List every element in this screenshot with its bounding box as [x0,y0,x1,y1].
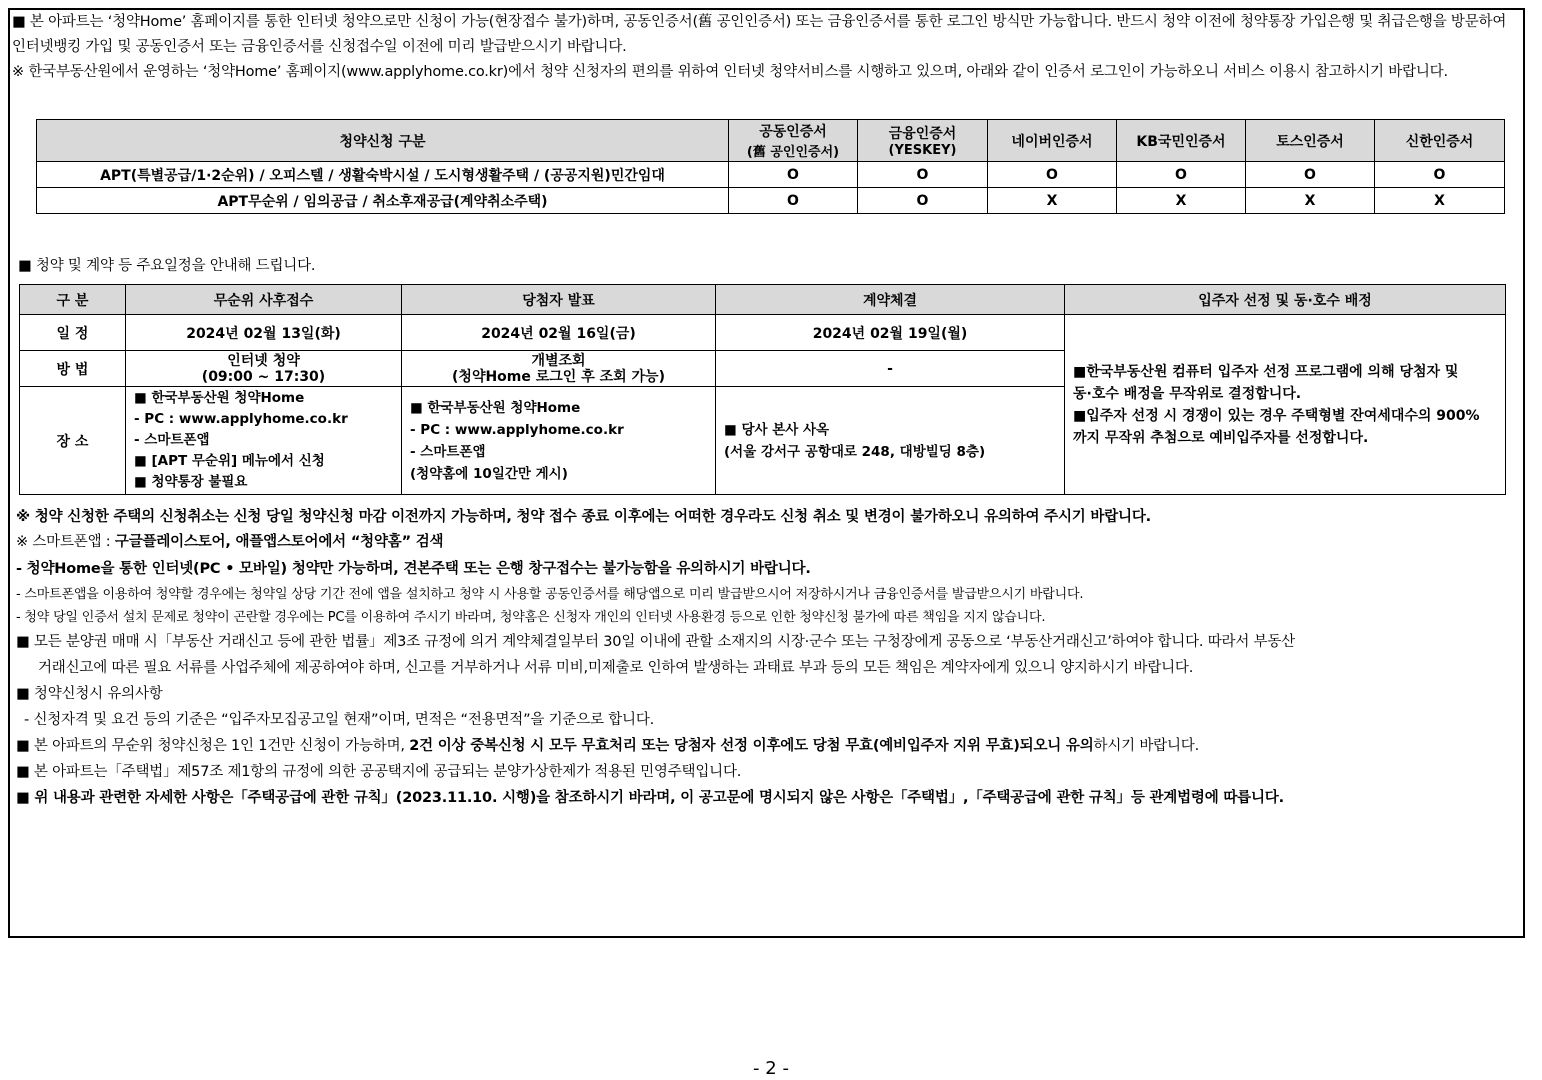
cell-value: X [988,188,1117,214]
schedule-heading: ■ 청약 및 계약 등 주요일정을 안내해 드립니다. [18,258,316,274]
date-apply: 2024년 02월 13일(화) [126,315,402,351]
sched-header-category: 구 분 [20,285,126,315]
page-number: - 2 - [753,1058,789,1079]
note-smartphone: ※ 스마트폰앱 : 구글플레이스토어, 애플앱스토어에서 “청약홈” 검색 [16,534,444,550]
place-apply: ■ 한국부동산원 청약Home - PC : www.applyhome.co.kr - 스마트폰앱 ■ [APT 무순위] 메뉴에서 신청 ■ 청약통장 불필요 [126,387,402,495]
note-duplicate: ■ 본 아파트의 무순위 청약신청은 1인 1건만 신청이 가능하며, 2건 이상 중복신청 시 모두 무효처리 또는 당첨자 선정 이후에도 당첨 무효(예비입주자 지위 무효)되오니 유의하시기 바랍니다. [16,738,1199,754]
note-transaction-report: ■ 모든 분양권 매매 시「부동산 거래신고 등에 관한 법률」제3조 규정에 의거 계약체결일부터 30일 이내에 관할 소재지의 시장·군수 또는 구청장에게 공동으로 ‘부동산거래신고’하여야 합니다. 따라서 부동산 [16,634,1295,650]
note-transaction-report-cont: 거래신고에 따른 필요 서류를 사업주체에 제공하여야 하며, 신고를 거부하거나 서류 미비,미제출로 인하여 발생하는 과태료 부과 등의 모든 책임은 계약자에게 있으니 양지하시기 바랍니다. [38,660,1194,676]
cert-header-naver: 네이버인증서 [988,120,1117,162]
method-winner: 개별조회 (청약Home 로그인 후 조회 가능) [402,351,716,387]
certificate-table [36,119,1505,214]
intro-paragraph-2: ※ 한국부동산원에서 운영하는 ‘청약Home’ 홈페이지(www.applyhome.co.kr)에서 청약 신청자의 편의를 위하여 인터넷 청약서비스를 시행하고 있으며, 아래와 같이 인증서 로그인이 가능하오니 서비스 이용시 참고하시기 바랍니다. [12,64,1448,80]
cert-header-joint: 공동인증서 (舊 공인인증서) [729,120,858,162]
row-label-method: 방 법 [20,351,126,387]
schedule-table [19,284,1506,495]
method-apply: 인터넷 청약 (09:00 ~ 17:30) [126,351,402,387]
assign-line: 까지 무작위 추첨으로 예비입주자를 선정합니다. [1073,429,1369,446]
cell-value: O [858,162,988,188]
sched-header-apply: 무순위 사후접수 [126,285,402,315]
assign-line: ■한국부동산원 컴퓨터 입주자 선정 프로그램에 의해 당첨자 및 [1073,363,1459,380]
cell-value: X [1246,188,1375,214]
intro-paragraph-1: ■ 본 아파트는 ‘청약Home’ 홈페이지를 통한 인터넷 청약으로만 신청이 가능(현장접수 불가)하며, 공동인증서(舊 공인인증서) 또는 금융인증서를 통한 로그인 방식만 가능합니다. 반드시 청약 이전에 청약통장 가입은행 및 취급은행을 방문하여 인터넷뱅킹 가입 및 공동인증서 또는 금융인증서를 신청접수일 이전에 미리 발급받으시기 바랍니다. [12,14,1507,55]
cell-value: O [729,162,858,188]
cell-value: O [1375,162,1505,188]
cell-value: X [1375,188,1505,214]
note-app-cert: - 스마트폰앱을 이용하여 청약할 경우에는 청약일 상당 기간 전에 앱을 설치하고 청약 시 사용할 공동인증서를 해당앱으로 미리 발급받으시어 저장하시거나 금융인증서를 발급받으시기 바랍니다. [16,587,1084,602]
cert-header-toss: 토스인증서 [1246,120,1375,162]
table-row [37,188,1505,214]
cert-header-kb: KB국민인증서 [1117,120,1246,162]
note-internet-only: - 청약Home을 통한 인터넷(PC • 모바일) 청약만 가능하며, 견본주택 또는 은행 창구접수는 불가능함을 유의하시기 바랍니다. [16,561,811,577]
method-contract: - [716,351,1065,387]
date-winner: 2024년 02월 16일(금) [402,315,716,351]
row-label-date: 일 정 [20,315,126,351]
sched-header-assignment: 입주자 선정 및 동·호수 배정 [1065,285,1506,315]
place-winner: ■ 한국부동산원 청약Home - PC : www.applyhome.co.kr - 스마트폰앱 (청약홈에 10일간만 게시) [402,387,716,495]
cell-value: X [1117,188,1246,214]
sched-header-contract: 계약체결 [716,285,1065,315]
date-contract: 2024년 02월 19일(월) [716,315,1065,351]
cell-value: O [1246,162,1375,188]
cell-value: O [988,162,1117,188]
cell-value: O [858,188,988,214]
assignment-cell [1065,315,1506,495]
note-cancel: ※ 청약 신청한 주택의 신청취소는 신청 당일 청약신청 마감 이전까지 가능하며, 청약 접수 종료 이후에는 어떠한 경우라도 신청 취소 및 변경이 불가하오니 유의하여 주시기 바랍니다. [16,509,1151,525]
note-eligibility: - 신청자격 및 요건 등의 기준은 “입주자모집공고일 현재”이며, 면적은 “전용면적”을 기준으로 합니다. [24,712,655,728]
assign-line: 동·호수 배정을 무작위로 결정합니다. [1073,385,1302,402]
note-price-cap: ■ 본 아파트는「주택법」제57조 제1항의 규정에 의한 공공택지에 공급되는 분양가상한제가 적용된 민영주택입니다. [16,764,742,780]
cert-header-financial: 금융인증서 (YESKEY) [858,120,988,162]
note-cert-issue: - 청약 당일 인증서 설치 문제로 청약이 곤란할 경우에는 PC를 이용하여 주시기 바라며, 청약홈은 신청자 개인의 인터넷 사용환경 등으로 인한 청약신청 불가에 따른 책임을 지지 않습니다. [16,610,1046,625]
assign-line: ■입주자 선정 시 경쟁이 있는 경우 주택형별 잔여세대수의 900% [1073,407,1480,424]
row-label-place: 장 소 [20,387,126,495]
note-regulations: ■ 위 내용과 관련한 자세한 사항은「주택공급에 관한 규칙」(2023.11.10. 시행)을 참조하시기 바라며, 이 공고문에 명시되지 않은 사항은「주택법」,「주택공급에 관한 규칙」등 관계법령에 따릅니다. [16,790,1284,806]
cell-value: O [729,188,858,214]
cert-header-shinhan: 신한인증서 [1375,120,1505,162]
cell-value: O [1117,162,1246,188]
note-caution-heading: ■ 청약신청시 유의사항 [16,686,163,702]
place-contract: ■ 당사 본사 사옥 (서울 강서구 공항대로 248, 대방빌딩 8층) [716,387,1065,495]
sched-header-winner: 당첨자 발표 [402,285,716,315]
table-row [37,162,1505,188]
row-label: APT(특별공급/1·2순위) / 오피스텔 / 생활숙박시설 / 도시형생활주택 / (공공지원)민간임대 [37,162,729,188]
cert-header-category: 청약신청 구분 [37,120,729,162]
row-label: APT무순위 / 임의공급 / 취소후재공급(계약취소주택) [37,188,729,214]
